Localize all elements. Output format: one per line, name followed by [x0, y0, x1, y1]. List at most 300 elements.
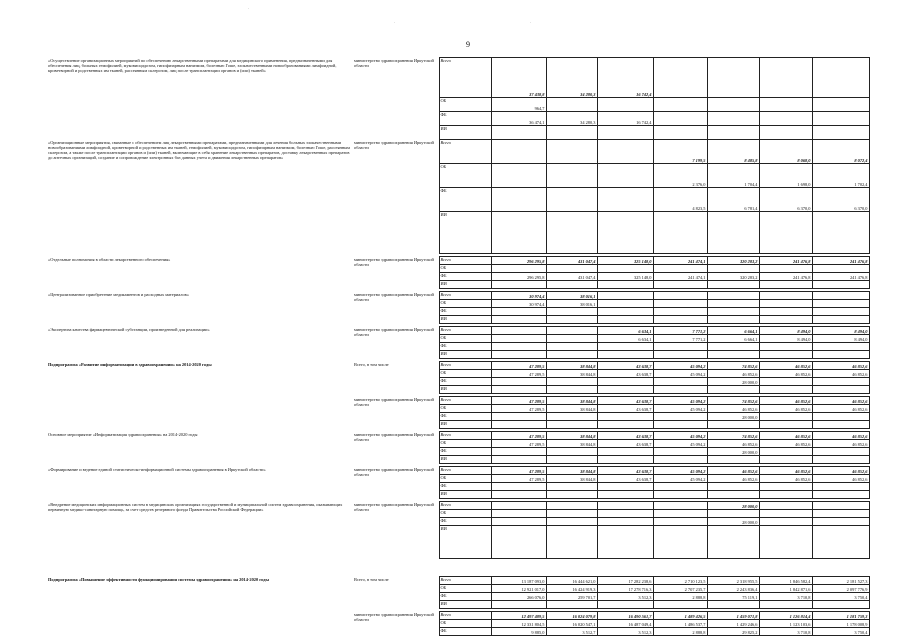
amount-cell: 46 852,6	[812, 362, 869, 370]
amount-cell	[491, 265, 546, 273]
funding-source: ФБ	[439, 343, 491, 351]
amount-cell	[546, 164, 597, 188]
amount-cell: 7 199,5	[653, 140, 707, 164]
amount-cell	[759, 526, 812, 559]
amount-cell: 47 289,5	[491, 362, 546, 370]
funding-source: ОБ	[439, 510, 491, 518]
funding-source: ФБ	[439, 593, 491, 601]
funding-source: Всего	[439, 362, 491, 370]
amount-cell	[707, 351, 759, 359]
amount-cell: 17 278 716,3	[597, 585, 653, 593]
funding-source: ФБ	[439, 273, 491, 281]
funding-source: Всего	[439, 502, 491, 510]
amount-cell	[597, 265, 653, 273]
amount-cell: 431 047,4	[546, 257, 597, 265]
amount-cell: 46 852,6	[812, 397, 869, 405]
amount-cell	[546, 448, 597, 456]
amount-cell: 28 000,0	[707, 448, 759, 456]
funding-source: ИИ	[439, 421, 491, 429]
amount-cell: 1 489 426,5	[653, 612, 707, 620]
amount-cell: 75 119,1	[707, 593, 759, 601]
funding-source: ИИ	[439, 212, 491, 254]
amount-cell	[546, 98, 597, 112]
amount-cell: 36 474,1	[491, 112, 546, 126]
amount-cell: 46 852,6	[812, 440, 869, 448]
measure-name	[47, 397, 353, 429]
amount-cell: 16 444 621,0	[546, 577, 597, 585]
amount-cell	[491, 421, 546, 429]
measure-name: «Отдельные полномочия в области лекарственного обеспечения»	[48, 256, 171, 262]
amount-cell: 241 474,1	[653, 273, 707, 281]
amount-cell: 34 280,3	[546, 58, 597, 98]
amount-cell	[546, 281, 597, 289]
amount-cell	[653, 421, 707, 429]
responsible-executor: Всего, в том числе	[354, 576, 389, 582]
amount-cell: 266 076,0	[491, 593, 546, 601]
amount-cell: 1 123 103,6	[759, 620, 812, 628]
amount-cell	[707, 308, 759, 316]
amount-cell: 38 844,8	[546, 467, 597, 475]
budget-table	[47, 57, 870, 636]
amount-cell: 1 126 814,4	[759, 612, 812, 620]
amount-cell: 16 424 919,3	[546, 585, 597, 593]
amount-cell: 296 295,8	[491, 257, 546, 265]
amount-cell: 38 016,1	[546, 300, 597, 308]
amount-cell: 3 512,3	[597, 628, 653, 636]
table-row	[47, 140, 869, 164]
amount-cell	[597, 281, 653, 289]
amount-cell: 8 494,0	[812, 335, 869, 343]
amount-cell	[653, 126, 707, 140]
amount-cell: 8 485,8	[707, 140, 759, 164]
responsible-executor: министерство здравоохранения Иркутской области	[354, 431, 434, 442]
responsible-executor: министерство здравоохранения Иркутской области	[354, 501, 434, 512]
amount-cell	[546, 351, 597, 359]
amount-cell	[546, 378, 597, 386]
funding-source: ОБ	[439, 620, 491, 628]
amount-cell	[653, 58, 707, 98]
table-row	[47, 432, 869, 440]
amount-cell	[759, 502, 812, 510]
amount-cell: 1 181 759,3	[812, 612, 869, 620]
funding-source: ИИ	[439, 526, 491, 559]
amount-cell	[812, 58, 869, 98]
amount-cell	[812, 112, 869, 126]
funding-source: ИИ	[439, 386, 491, 394]
funding-source: ОБ	[439, 475, 491, 483]
amount-cell	[707, 483, 759, 491]
amount-cell: 46 852,6	[812, 370, 869, 378]
amount-cell	[759, 386, 812, 394]
amount-cell	[546, 316, 597, 324]
amount-cell	[759, 601, 812, 609]
amount-cell: 38 844,8	[546, 432, 597, 440]
amount-cell	[707, 58, 759, 98]
amount-cell	[491, 491, 546, 499]
amount-cell	[491, 164, 546, 188]
amount-cell	[546, 421, 597, 429]
amount-cell	[491, 335, 546, 343]
amount-cell	[653, 448, 707, 456]
table-row	[47, 577, 869, 585]
funding-source: ФБ	[439, 188, 491, 212]
amount-cell: 46 852,6	[707, 475, 759, 483]
amount-cell	[759, 126, 812, 140]
amount-cell	[759, 58, 812, 98]
amount-cell	[759, 351, 812, 359]
amount-cell	[653, 526, 707, 559]
amount-cell	[812, 448, 869, 456]
amount-cell	[491, 327, 546, 335]
amount-cell: 46 852,6	[707, 405, 759, 413]
funding-source: ФБ	[439, 413, 491, 421]
amount-cell: 1 842 871,6	[759, 585, 812, 593]
amount-cell: 431 047,4	[546, 273, 597, 281]
amount-cell	[812, 126, 869, 140]
amount-cell	[707, 265, 759, 273]
amount-cell: 1 698,0	[759, 164, 812, 188]
amount-cell	[653, 343, 707, 351]
funding-source: ФБ	[439, 308, 491, 316]
amount-cell: 46 852,6	[759, 405, 812, 413]
measure-name: «Внедрение медицинских информационных систем в медицинских организациях государственной и муниципальной систем здравоохранения, оказывающих первичную медико-санитарную помощь, за счет средств резервного фонда Правительства Российской Федерации»	[48, 501, 343, 512]
amount-cell: 16 742,4	[597, 112, 653, 126]
funding-source: Всего	[439, 612, 491, 620]
amount-cell: 16 490 561,7	[597, 612, 653, 620]
funding-source: ОБ	[439, 370, 491, 378]
amount-cell: 241 476,8	[812, 273, 869, 281]
amount-cell	[491, 526, 546, 559]
amount-cell	[491, 378, 546, 386]
amount-cell	[597, 413, 653, 421]
amount-cell	[546, 510, 597, 518]
amount-cell: 43 638,7	[597, 440, 653, 448]
amount-cell	[546, 212, 597, 254]
amount-cell	[653, 518, 707, 526]
amount-cell: 12 497 489,5	[491, 612, 546, 620]
amount-cell	[707, 112, 759, 126]
funding-source: Всего	[439, 140, 491, 164]
funding-source: ОБ	[439, 405, 491, 413]
amount-cell	[491, 601, 546, 609]
amount-cell: 47 289,5	[491, 475, 546, 483]
funding-source: ФБ	[439, 378, 491, 386]
amount-cell: 1 846 582,4	[759, 577, 812, 585]
amount-cell	[653, 378, 707, 386]
amount-cell: 13 187 093,0	[491, 577, 546, 585]
amount-cell	[653, 386, 707, 394]
responsible-executor: министерство здравоохранения Иркутской области	[354, 611, 434, 622]
funding-source: ОБ	[439, 440, 491, 448]
funding-source: ФБ	[439, 483, 491, 491]
amount-cell: 2 376,0	[653, 164, 707, 188]
scan-speck: ·	[248, 6, 250, 11]
amount-cell	[653, 456, 707, 464]
amount-cell	[491, 212, 546, 254]
amount-cell	[812, 483, 869, 491]
amount-cell	[491, 386, 546, 394]
amount-cell	[707, 456, 759, 464]
amount-cell: 43 638,7	[597, 467, 653, 475]
amount-cell	[707, 126, 759, 140]
amount-cell	[707, 491, 759, 499]
amount-cell	[812, 98, 869, 112]
amount-cell: 2 888,8	[653, 628, 707, 636]
amount-cell	[812, 316, 869, 324]
amount-cell: 17 282 238,6	[597, 577, 653, 585]
amount-cell: 74 852,6	[707, 432, 759, 440]
amount-cell	[597, 518, 653, 526]
funding-source: ИИ	[439, 281, 491, 289]
amount-cell	[597, 308, 653, 316]
amount-cell: 38 844,8	[546, 370, 597, 378]
amount-cell	[812, 518, 869, 526]
amount-cell	[812, 456, 869, 464]
amount-cell	[707, 316, 759, 324]
amount-cell: 1 702,4	[812, 164, 869, 188]
amount-cell: 43 638,7	[597, 362, 653, 370]
amount-cell: 320 283,2	[707, 257, 759, 265]
amount-cell: 28 000,0	[707, 413, 759, 421]
amount-cell	[812, 413, 869, 421]
amount-cell: 7 771,2	[653, 327, 707, 335]
responsible-executor: министерство здравоохранения Иркутской области	[354, 396, 434, 407]
amount-cell: 12 331 804,5	[491, 620, 546, 628]
amount-cell	[597, 421, 653, 429]
funding-source: ИИ	[439, 456, 491, 464]
amount-cell	[759, 518, 812, 526]
amount-cell	[653, 510, 707, 518]
amount-cell	[759, 212, 812, 254]
responsible-executor: министерство здравоохранения Иркутской области	[354, 466, 434, 477]
amount-cell: 46 852,6	[759, 440, 812, 448]
amount-cell: 46 852,6	[812, 467, 869, 475]
amount-cell	[653, 112, 707, 126]
amount-cell: 6 664,1	[707, 327, 759, 335]
amount-cell: 38 844,8	[546, 440, 597, 448]
amount-cell: 46 852,6	[812, 475, 869, 483]
amount-cell: 38 844,8	[546, 405, 597, 413]
amount-cell	[759, 281, 812, 289]
amount-cell: 9 885,0	[491, 628, 546, 636]
amount-cell: 3 710,8	[759, 628, 812, 636]
amount-cell	[597, 212, 653, 254]
amount-cell	[546, 343, 597, 351]
amount-cell	[597, 378, 653, 386]
amount-cell: 16 487 049,4	[597, 620, 653, 628]
table-row	[47, 58, 869, 98]
funding-source: Всего	[439, 467, 491, 475]
funding-source: ИИ	[439, 316, 491, 324]
amount-cell	[812, 281, 869, 289]
amount-cell	[491, 456, 546, 464]
amount-cell	[491, 483, 546, 491]
amount-cell	[707, 281, 759, 289]
amount-cell: 6 664,1	[707, 335, 759, 343]
table-row	[47, 612, 869, 620]
amount-cell: 45 094,2	[653, 440, 707, 448]
amount-cell	[597, 140, 653, 164]
amount-cell	[707, 212, 759, 254]
amount-cell	[707, 510, 759, 518]
amount-cell	[707, 386, 759, 394]
amount-cell	[707, 343, 759, 351]
amount-cell: 45 094,2	[653, 432, 707, 440]
amount-cell	[759, 483, 812, 491]
amount-cell: 43 638,7	[597, 475, 653, 483]
amount-cell: 28 000,0	[707, 518, 759, 526]
amount-cell: 241 476,8	[759, 273, 812, 281]
responsible-executor: Всего, в том числе	[354, 361, 389, 367]
amount-cell: 12 921 017,0	[491, 585, 546, 593]
amount-cell	[546, 188, 597, 212]
responsible-executor: министерство здравоохранения Иркутской области	[354, 57, 434, 68]
amount-cell	[812, 351, 869, 359]
amount-cell: 37 438,8	[491, 58, 546, 98]
funding-source: ОБ	[439, 300, 491, 308]
amount-cell	[759, 112, 812, 126]
amount-cell	[759, 510, 812, 518]
amount-cell: 46 852,6	[812, 405, 869, 413]
amount-cell	[812, 502, 869, 510]
measure-name: Основное мероприятие «Информатизация здравоохранения» на 2014-2020 годы	[48, 431, 198, 437]
amount-cell	[597, 343, 653, 351]
amount-cell: 8 068,0	[759, 140, 812, 164]
amount-cell	[546, 491, 597, 499]
amount-cell: 296 295,8	[491, 273, 546, 281]
amount-cell: 46 852,6	[707, 467, 759, 475]
amount-cell	[597, 126, 653, 140]
amount-cell: 4 823,5	[653, 188, 707, 212]
amount-cell	[759, 378, 812, 386]
amount-cell: 3 512,3	[597, 593, 653, 601]
amount-cell: 6 370,0	[812, 188, 869, 212]
amount-cell	[491, 502, 546, 510]
amount-cell: 46 852,6	[707, 440, 759, 448]
amount-cell: 74 852,6	[707, 397, 759, 405]
amount-cell	[653, 281, 707, 289]
funding-source: Всего	[439, 292, 491, 300]
amount-cell: 45 094,2	[653, 405, 707, 413]
funding-source: ОБ	[439, 585, 491, 593]
amount-cell: 46 852,6	[812, 432, 869, 440]
amount-cell	[597, 98, 653, 112]
amount-cell: 30 974,4	[491, 292, 546, 300]
amount-cell	[653, 502, 707, 510]
amount-cell	[812, 491, 869, 499]
amount-cell: 2 707 235,7	[653, 585, 707, 593]
amount-cell	[491, 351, 546, 359]
amount-cell	[491, 308, 546, 316]
amount-cell	[653, 316, 707, 324]
amount-cell	[597, 351, 653, 359]
amount-cell: 6 634,1	[597, 327, 653, 335]
amount-cell	[759, 98, 812, 112]
amount-cell: 8 494,0	[812, 327, 869, 335]
funding-source: Всего	[439, 58, 491, 98]
funding-source: ФБ	[439, 112, 491, 126]
responsible-executor: министерство здравоохранения Иркутской области	[354, 256, 434, 267]
amount-cell	[546, 327, 597, 335]
amount-cell	[546, 518, 597, 526]
amount-cell	[546, 126, 597, 140]
amount-cell	[812, 421, 869, 429]
amount-cell	[597, 526, 653, 559]
measure-name: «Организационные мероприятия, связанные с обеспечением лиц лекарственными препаратами, предназначенными для лечения больных злокачественными новообразованиями лимфоидной, кроветворной и родственных им тканей, гемофилией, муковисцидозом, гипофизарным нанизмом, болезнью Гоше, рассеянным склерозом, а также после трансплантации органов и (или) тканей, включающие в себя хранение лекарственных препаратов, доставку лекарственных препаратов до аптечных организаций, создание и сопровождение электронных баз данных учета и движения лекарственных препаратов»	[48, 139, 350, 160]
funding-source: ИИ	[439, 601, 491, 609]
amount-cell: 45 094,2	[653, 397, 707, 405]
amount-cell: 45 094,2	[653, 475, 707, 483]
amount-cell	[491, 448, 546, 456]
amount-cell	[812, 265, 869, 273]
amount-cell: 29 825,2	[707, 628, 759, 636]
amount-cell: 46 852,6	[707, 370, 759, 378]
measure-name: «Централизованное приобретение медикаментов и расходных материалов»	[48, 291, 189, 297]
amount-cell	[653, 483, 707, 491]
amount-cell	[597, 164, 653, 188]
amount-cell	[597, 502, 653, 510]
amount-cell	[759, 316, 812, 324]
funding-source: Всего	[439, 397, 491, 405]
funding-source: ОБ	[439, 98, 491, 112]
measure-name: «Экспертиза качества фармацевтической субстанции, произведенной для реализации»	[48, 326, 210, 332]
amount-cell: 3 512,7	[546, 628, 597, 636]
amount-cell: 1 704,4	[707, 164, 759, 188]
amount-cell: 964,7	[491, 98, 546, 112]
amount-cell	[546, 456, 597, 464]
amount-cell	[653, 292, 707, 300]
amount-cell: 259 701,7	[546, 593, 597, 601]
measure-name: «Осуществление организационных мероприятий по обеспечению лекарственными препаратами для медицинского применения, предназначенными для обеспечения лиц, больных гемофилией, муковисцидозом, гипофизарным нанизмом, болезнью Гоше, злокачественными новообразованиями лимфоидной, кроветворной и родственных им тканей, рассеянным склерозом, лиц после трансплантации органов и (или) тканей»	[48, 57, 337, 73]
amount-cell: 47 289,5	[491, 370, 546, 378]
amount-cell: 320 283,2	[707, 273, 759, 281]
amount-cell	[597, 292, 653, 300]
funding-source: Всего	[439, 432, 491, 440]
amount-cell	[597, 448, 653, 456]
amount-cell: 8 494,0	[759, 327, 812, 335]
amount-cell	[812, 212, 869, 254]
amount-cell: 45 094,2	[653, 370, 707, 378]
amount-cell	[597, 456, 653, 464]
amount-cell: 38 844,8	[546, 362, 597, 370]
amount-cell	[546, 502, 597, 510]
measure-name: Подпрограмма «Развитие информатизации в здравоохранении» на 2014-2020 годы	[48, 361, 212, 367]
amount-cell	[546, 601, 597, 609]
amount-cell	[759, 308, 812, 316]
amount-cell: 74 852,6	[707, 362, 759, 370]
amount-cell: 45 094,2	[653, 362, 707, 370]
amount-cell	[759, 448, 812, 456]
amount-cell	[653, 491, 707, 499]
amount-cell	[759, 413, 812, 421]
amount-cell	[597, 510, 653, 518]
amount-cell	[491, 316, 546, 324]
funding-source: ИИ	[439, 126, 491, 140]
amount-cell: 46 852,6	[759, 432, 812, 440]
measure-name: Подпрограмма «Повышение эффективности функционирования системы здравоохранения» на 2014-2020 годы	[48, 576, 269, 582]
amount-cell: 47 289,5	[491, 467, 546, 475]
block-spacer	[47, 559, 869, 577]
funding-source: Всего	[439, 577, 491, 585]
amount-cell	[653, 413, 707, 421]
amount-cell	[491, 188, 546, 212]
amount-cell: 34 280,3	[546, 112, 597, 126]
amount-cell	[707, 421, 759, 429]
amount-cell: 6 634,1	[597, 335, 653, 343]
amount-cell: 47 289,5	[491, 432, 546, 440]
table-row	[47, 362, 869, 370]
amount-cell	[812, 300, 869, 308]
